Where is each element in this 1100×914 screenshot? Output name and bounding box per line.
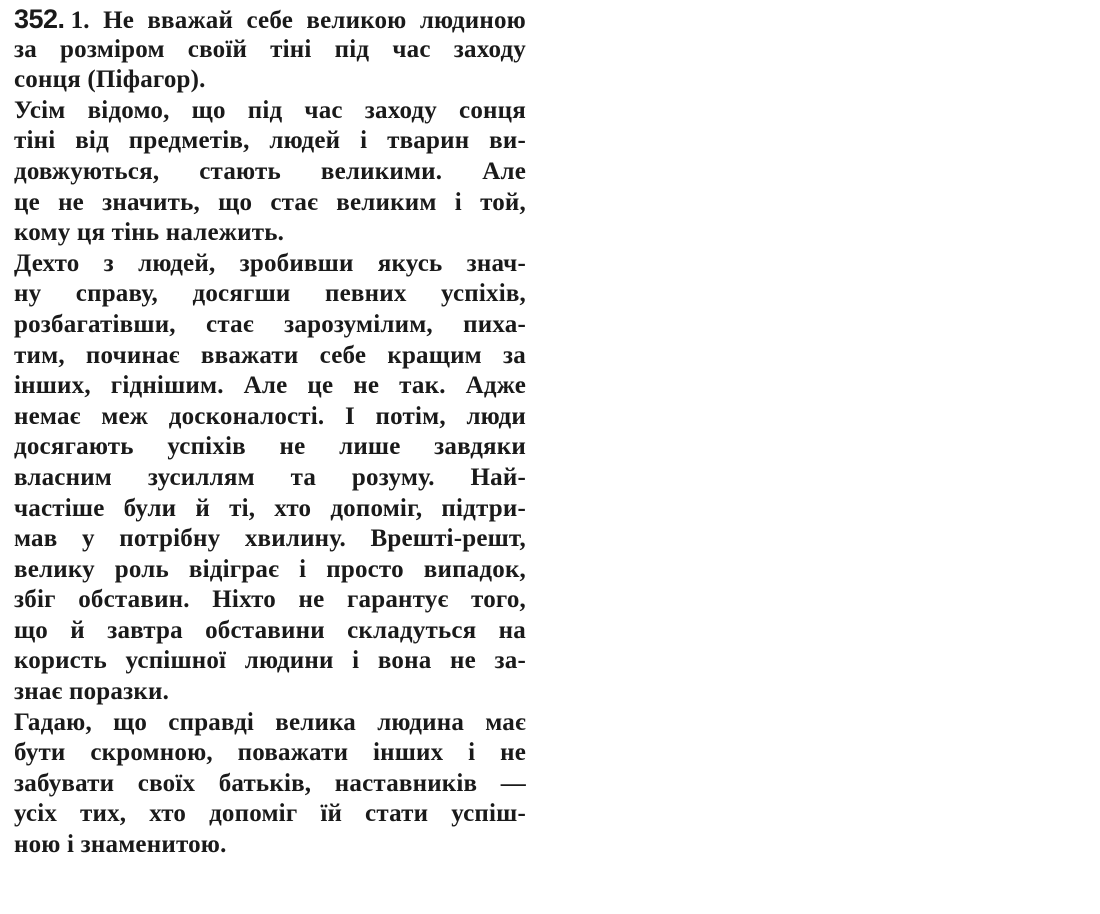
exercise-text	[14, 4, 526, 861]
text-line: що й завтра обставини складуться на	[14, 616, 526, 644]
text-line: досягають успіхів не лише завдяки	[14, 433, 526, 461]
text-line: ну справу, досягши певних успіхів,	[14, 280, 526, 308]
text-line: Дехто з людей, зробивши якусь знач-	[14, 249, 526, 277]
text-line: ною і знаменитою.	[14, 831, 227, 859]
exercise-number: 352.	[14, 4, 65, 34]
text-line: кому ця тінь належить.	[14, 219, 285, 247]
text-line: користь успішної людини і вона не за-	[14, 647, 526, 675]
text-line: тим, починає вважати себе кращим за	[14, 341, 526, 369]
text-line: збіг обставин. Ніхто не гарантує того,	[14, 586, 526, 614]
text-line: знає поразки.	[14, 678, 170, 706]
text-line: за розміром своїй тіні під час заходу	[14, 35, 526, 63]
text-line: власним зусиллям та розуму. Най-	[14, 463, 526, 491]
exercise-first-line-text: 1. Не вважай себе великою людиною	[70, 7, 526, 34]
text-line: усіх тих, хто допоміг їй стати успіш-	[14, 800, 526, 828]
text-line: це не значить, що стає великим і той,	[14, 188, 526, 216]
text-line: довжуються, стають великими. Але	[14, 157, 526, 185]
text-line: мав у потрібну хвилину. Врешті-решт,	[14, 525, 526, 553]
text-line: тіні від предметів, людей і тварин ви-	[14, 127, 526, 155]
text-line: забувати своїх батьків, наставників —	[14, 769, 526, 797]
text-line: бути скромною, поважати інших і не	[14, 739, 526, 767]
text-line: немає меж досконалості. І потім, люди	[14, 402, 526, 430]
text-line: Усім відомо, що під час заходу сонця	[14, 96, 526, 124]
text-line: сонця (Піфагор).	[14, 66, 206, 94]
text-line: велику роль відіграє і просто випадок,	[14, 555, 526, 583]
text-line: Гадаю, що справді велика людина має	[14, 708, 526, 736]
exercise-first-line	[14, 4, 526, 35]
text-line: інших, гіднішим. Але це не так. Адже	[14, 372, 526, 400]
text-line: частіше були й ті, хто допоміг, підтри-	[14, 494, 526, 522]
text-line: розбагатівши, стає зарозумілим, пиха-	[14, 310, 526, 338]
